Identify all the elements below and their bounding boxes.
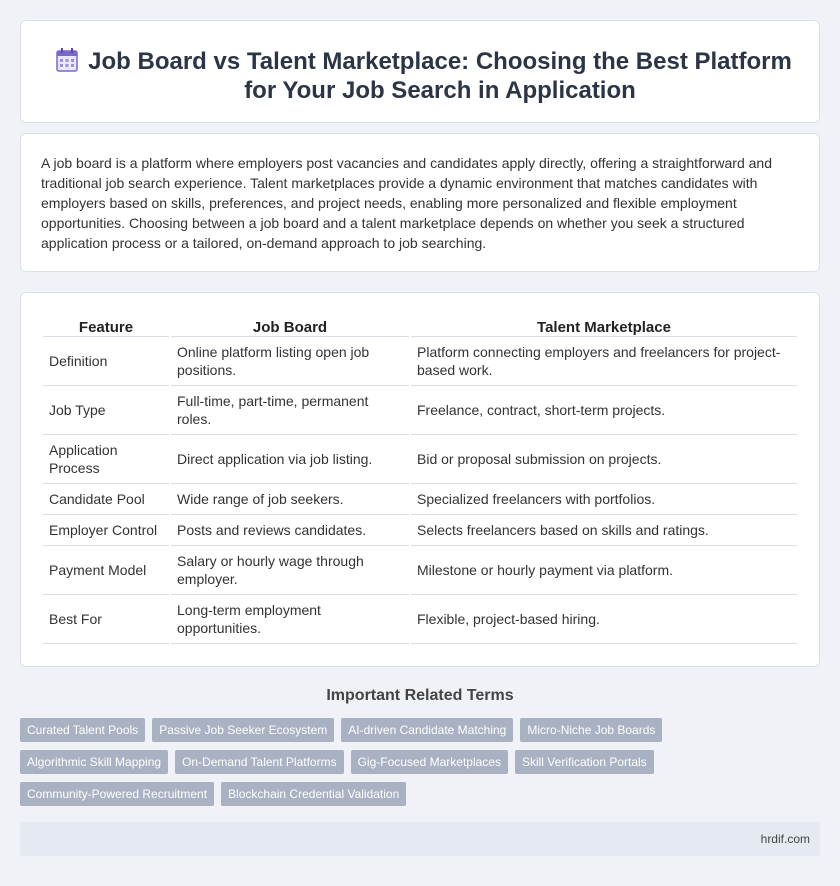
job-board-cell: Long-term employment opportunities. [171, 595, 409, 644]
column-header: Feature [43, 315, 169, 337]
related-term-tag[interactable]: Passive Job Seeker Ecosystem [152, 718, 334, 742]
table-row [43, 435, 797, 484]
related-terms-heading: Important Related Terms [326, 687, 514, 704]
feature-cell: Best For [43, 595, 169, 644]
job-board-cell: Direct application via job listing. [171, 435, 409, 484]
column-header: Job Board [171, 315, 409, 337]
footer [20, 822, 820, 856]
site-name[interactable]: hrdif.com [760, 832, 810, 846]
intro-card [20, 133, 820, 272]
table-row [43, 515, 797, 546]
feature-cell: Definition [43, 337, 169, 386]
job-board-cell: Salary or hourly wage through employer. [171, 546, 409, 595]
talent-marketplace-cell: Platform connecting employers and freelancers for project-based work. [411, 337, 797, 386]
feature-cell: Application Process [43, 435, 169, 484]
related-term-tag[interactable]: On-Demand Talent Platforms [175, 750, 344, 774]
feature-cell: Employer Control [43, 515, 169, 546]
talent-marketplace-cell: Selects freelancers based on skills and ratings. [411, 515, 797, 546]
job-board-cell: Wide range of job seekers. [171, 484, 409, 515]
talent-marketplace-cell: Bid or proposal submission on projects. [411, 435, 797, 484]
related-term-tag[interactable]: AI-driven Candidate Matching [341, 718, 513, 742]
table-header-row [43, 315, 797, 337]
related-term-tag[interactable]: Gig-Focused Marketplaces [351, 750, 508, 774]
talent-marketplace-cell: Flexible, project-based hiring. [411, 595, 797, 644]
feature-cell: Job Type [43, 386, 169, 435]
table-row [43, 337, 797, 386]
feature-cell: Payment Model [43, 546, 169, 595]
job-board-cell: Online platform listing open job positions. [171, 337, 409, 386]
related-term-tag[interactable]: Curated Talent Pools [20, 718, 145, 742]
related-term-tag[interactable]: Blockchain Credential Validation [221, 782, 406, 806]
table-row [43, 595, 797, 644]
page-title: Job Board vs Talent Marketplace: Choosing the Best Platform for Your Job Search in Application [88, 48, 792, 104]
intro-paragraph: A job board is a platform where employers post vacancies and candidates apply directly, offering a straightforward and traditional job search experience. Talent marketplaces provide a dynamic environment that matches candidates with employers based on skills, preferences, and project needs, enabling more personalized and flexible employment opportunities. Choosing between a job board and a talent marketplace depends on whether you seek a structured application process or a tailored, on-demand approach to job searching. [41, 155, 772, 251]
title-card [20, 20, 820, 123]
table-row [43, 386, 797, 435]
related-term-tag[interactable]: Micro-Niche Job Boards [520, 718, 662, 742]
calendar-icon [55, 47, 79, 73]
related-term-tag[interactable]: Skill Verification Portals [515, 750, 654, 774]
column-header: Talent Marketplace [411, 315, 797, 337]
table-row [43, 484, 797, 515]
job-board-cell: Posts and reviews candidates. [171, 515, 409, 546]
feature-cell: Candidate Pool [43, 484, 169, 515]
talent-marketplace-cell: Specialized freelancers with portfolios. [411, 484, 797, 515]
comparison-card [20, 292, 820, 667]
table-row [43, 546, 797, 595]
job-board-cell: Full-time, part-time, permanent roles. [171, 386, 409, 435]
related-term-tag[interactable]: Community-Powered Recruitment [20, 782, 214, 806]
related-terms-list [20, 718, 700, 806]
talent-marketplace-cell: Freelance, contract, short-term projects. [411, 386, 797, 435]
talent-marketplace-cell: Milestone or hourly payment via platform. [411, 546, 797, 595]
related-term-tag[interactable]: Algorithmic Skill Mapping [20, 750, 168, 774]
comparison-table [41, 315, 799, 644]
